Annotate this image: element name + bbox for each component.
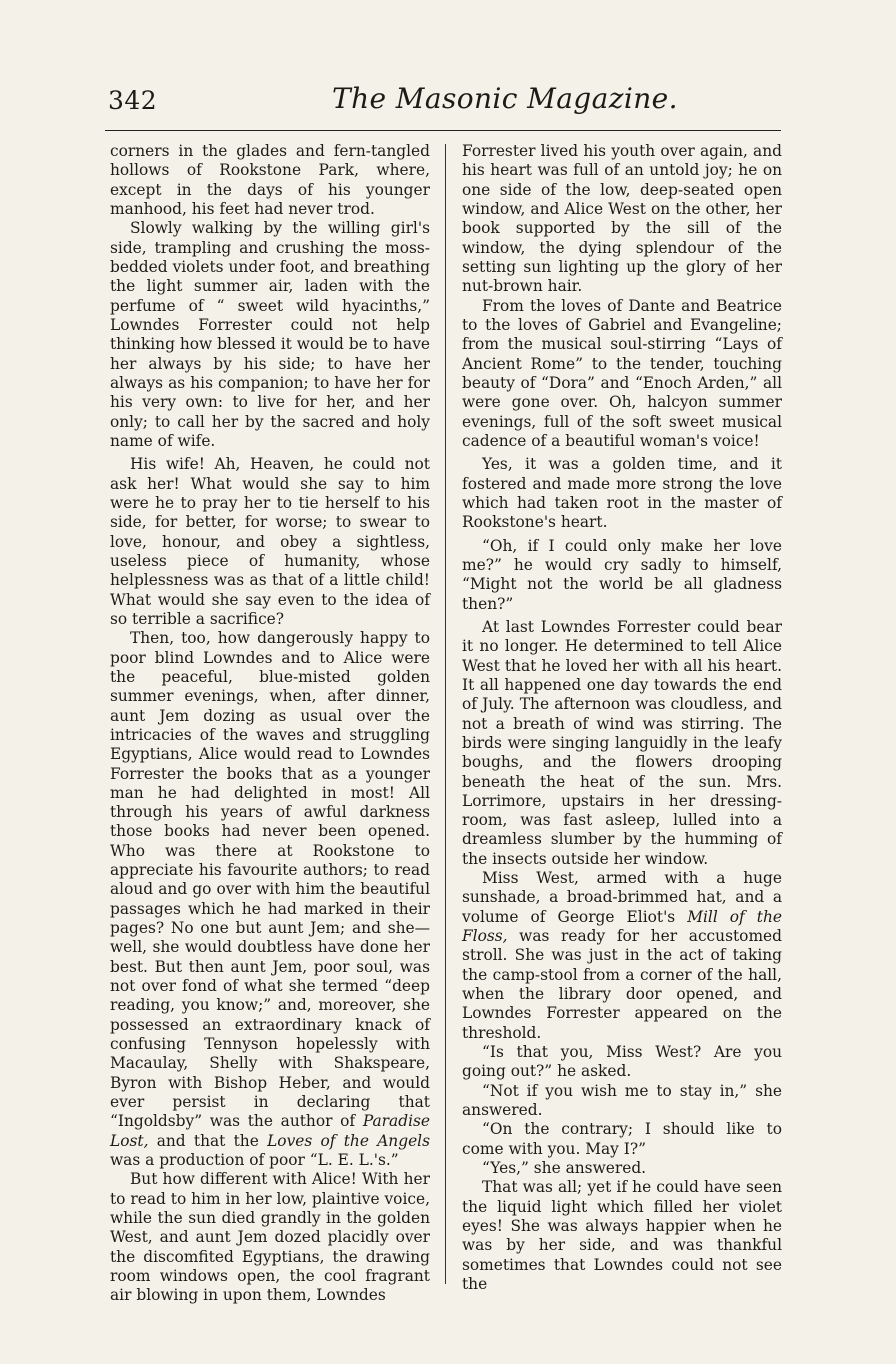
paragraph: Slowly walking by the willing girl's side, trampling and crushing the moss-bedded violets under foot, and breathing the light summer air, laden with the perfume of “ sweet wild hyacinths,” Lowndes Forrester could not help thinking how blessed it would be to have her always by his side; to have her always as his companion; to have her for his very own: to live for her, and her only; to call her by the sacred and holy name of wife. — [110, 219, 430, 450]
running-title: The Masonic Magazine. — [332, 82, 678, 115]
paragraph: From the loves of Dante and Beatrice to the loves of Gabriel and Evangeline; from the musical soul-stirring “Lays of Ancient Rome” to the tender, touching beauty of “Dora” and “Enoch Arden,” all were gone over. Oh, halcyon summer evenings, full of the soft sweet musical cadence of a beautiful woman's voice! — [462, 296, 782, 450]
paragraph: His wife! Ah, Heaven, he could not ask her! What would she say to him were he to pray her to tie herself to his side, for better, for worse; to swear to love, honour, and obey a sightless, useless piece of humanity, whose helplessness was as that of a little child! What would she say even to the idea of so terrible a sacrifice? — [110, 455, 430, 628]
paragraph-text: and that the — [148, 1131, 268, 1150]
paragraph: “Is that you, Miss West? Are you going out?” he asked. — [462, 1043, 782, 1081]
book-title: Paradise Lost, — [110, 1112, 430, 1150]
paragraph: At last Lowndes Forrester could bear it no longer. He determined to tell Alice West that he loved her with all his heart. It all happened one day towards the end of July. The afternoon was cloudless, and not a breath of wind was stirring. The birds were singing languidly in the leafy boughs, and the flowers drooping beneath the heat of the sun. Mrs. Lorrimore, upstairs in her dressing-room, was fast asleep, lulled into a dreamless slumber by the humming of the insects outside her window. — [462, 617, 782, 868]
paragraph: corners in the glades and fern-tangled hollows of Rookstone Park, where, except in the days of his younger manhood, his feet had never trod. — [110, 142, 430, 218]
paragraph: That was all; yet if he could have seen the liquid light which filled her violet eyes! She was always happier when he was by her side, and was thankful sometimes that Lowndes could not see the — [462, 1178, 782, 1294]
paragraph — [110, 629, 430, 1170]
paragraph-text: Miss West, armed with a huge sunshade, a broad-brimmed hat, and a volume of George Eliot's — [462, 869, 782, 926]
paragraph — [462, 869, 782, 1043]
paragraph: But how different with Alice! With her to read to him in her low, plaintive voice, while the sun died grandly in the golden West, and aunt Jem dozed placidly over the discomfited Egyptians, the drawing room windows open, the cool fragrant air blowing in upon them, Lowndes — [110, 1170, 430, 1305]
book-title: Loves of the Angels — [267, 1131, 430, 1150]
header-rule — [105, 130, 781, 131]
paragraph-text: was a production of poor “L. E. L.'s.” — [110, 1151, 399, 1170]
paragraph-text: was ready for her accustomed stroll. She was just in the act of taking the camp-stool from a corner of the hall, when the library door opened, and Lowndes Forrester appeared on the threshold. — [462, 927, 782, 1042]
paragraph: Yes, it was a golden time, and it fostered and made more strong the love which had taken root in the master of Rookstone's heart. — [462, 455, 782, 532]
paragraph: “Not if you wish me to stay in,” she answered. — [462, 1081, 782, 1120]
paragraph: Forrester lived his youth over again, and his heart was full of an untold joy; he on one side of the low, deep-seated open window, and Alice West on the other, her book supported by the sill of the window, the dying splendour of the setting sun lighting up the glory of her nut-brown hair. — [462, 142, 782, 296]
paragraph: “Oh, if I could only make her love me?” he would cry sadly to himself, “Might not the world be all gladness then?” — [462, 536, 782, 613]
paragraph: “Yes,” she answered. — [482, 1159, 647, 1178]
right-column — [462, 142, 782, 1294]
left-column — [110, 142, 430, 1306]
paragraph-text: Then, too, how dangerously happy to poor blind Lowndes and to Alice were the peaceful, blue-misted golden summer evenings, when, after dinner, aunt Jem dozing as usual over the intricacies of the waves and struggling Egyptians, Alice would read to Lowndes Forrester the books that as a younger man he had delighted in most! All through his years of awful darkness those books had never been opened. Who was there at Rookstone to appreciate his favourite authors; to read aloud and go over with him the beautiful passages which he had marked in their pages? No one but aunt Jem; and she—well, she would doubtless have done her best. But then aunt Jem, poor soul, was not over fond of what she termed “deep reading, you know;” and, moreover, she possessed an extraordinary knack of confusing Tennyson hopelessly with Macaulay, Shelly with Shakspeare, Byron with Bishop Heber, and would ever persist in declaring that “Ingoldsby” was the author of — [110, 629, 430, 1131]
paragraph: “On the contrary; I should like to come with you. May I?” — [462, 1120, 782, 1158]
book-title: Mill of the Floss, — [462, 907, 782, 946]
column-divider — [445, 144, 446, 1284]
page-number: 342 — [108, 86, 158, 115]
page-header — [0, 0, 896, 130]
